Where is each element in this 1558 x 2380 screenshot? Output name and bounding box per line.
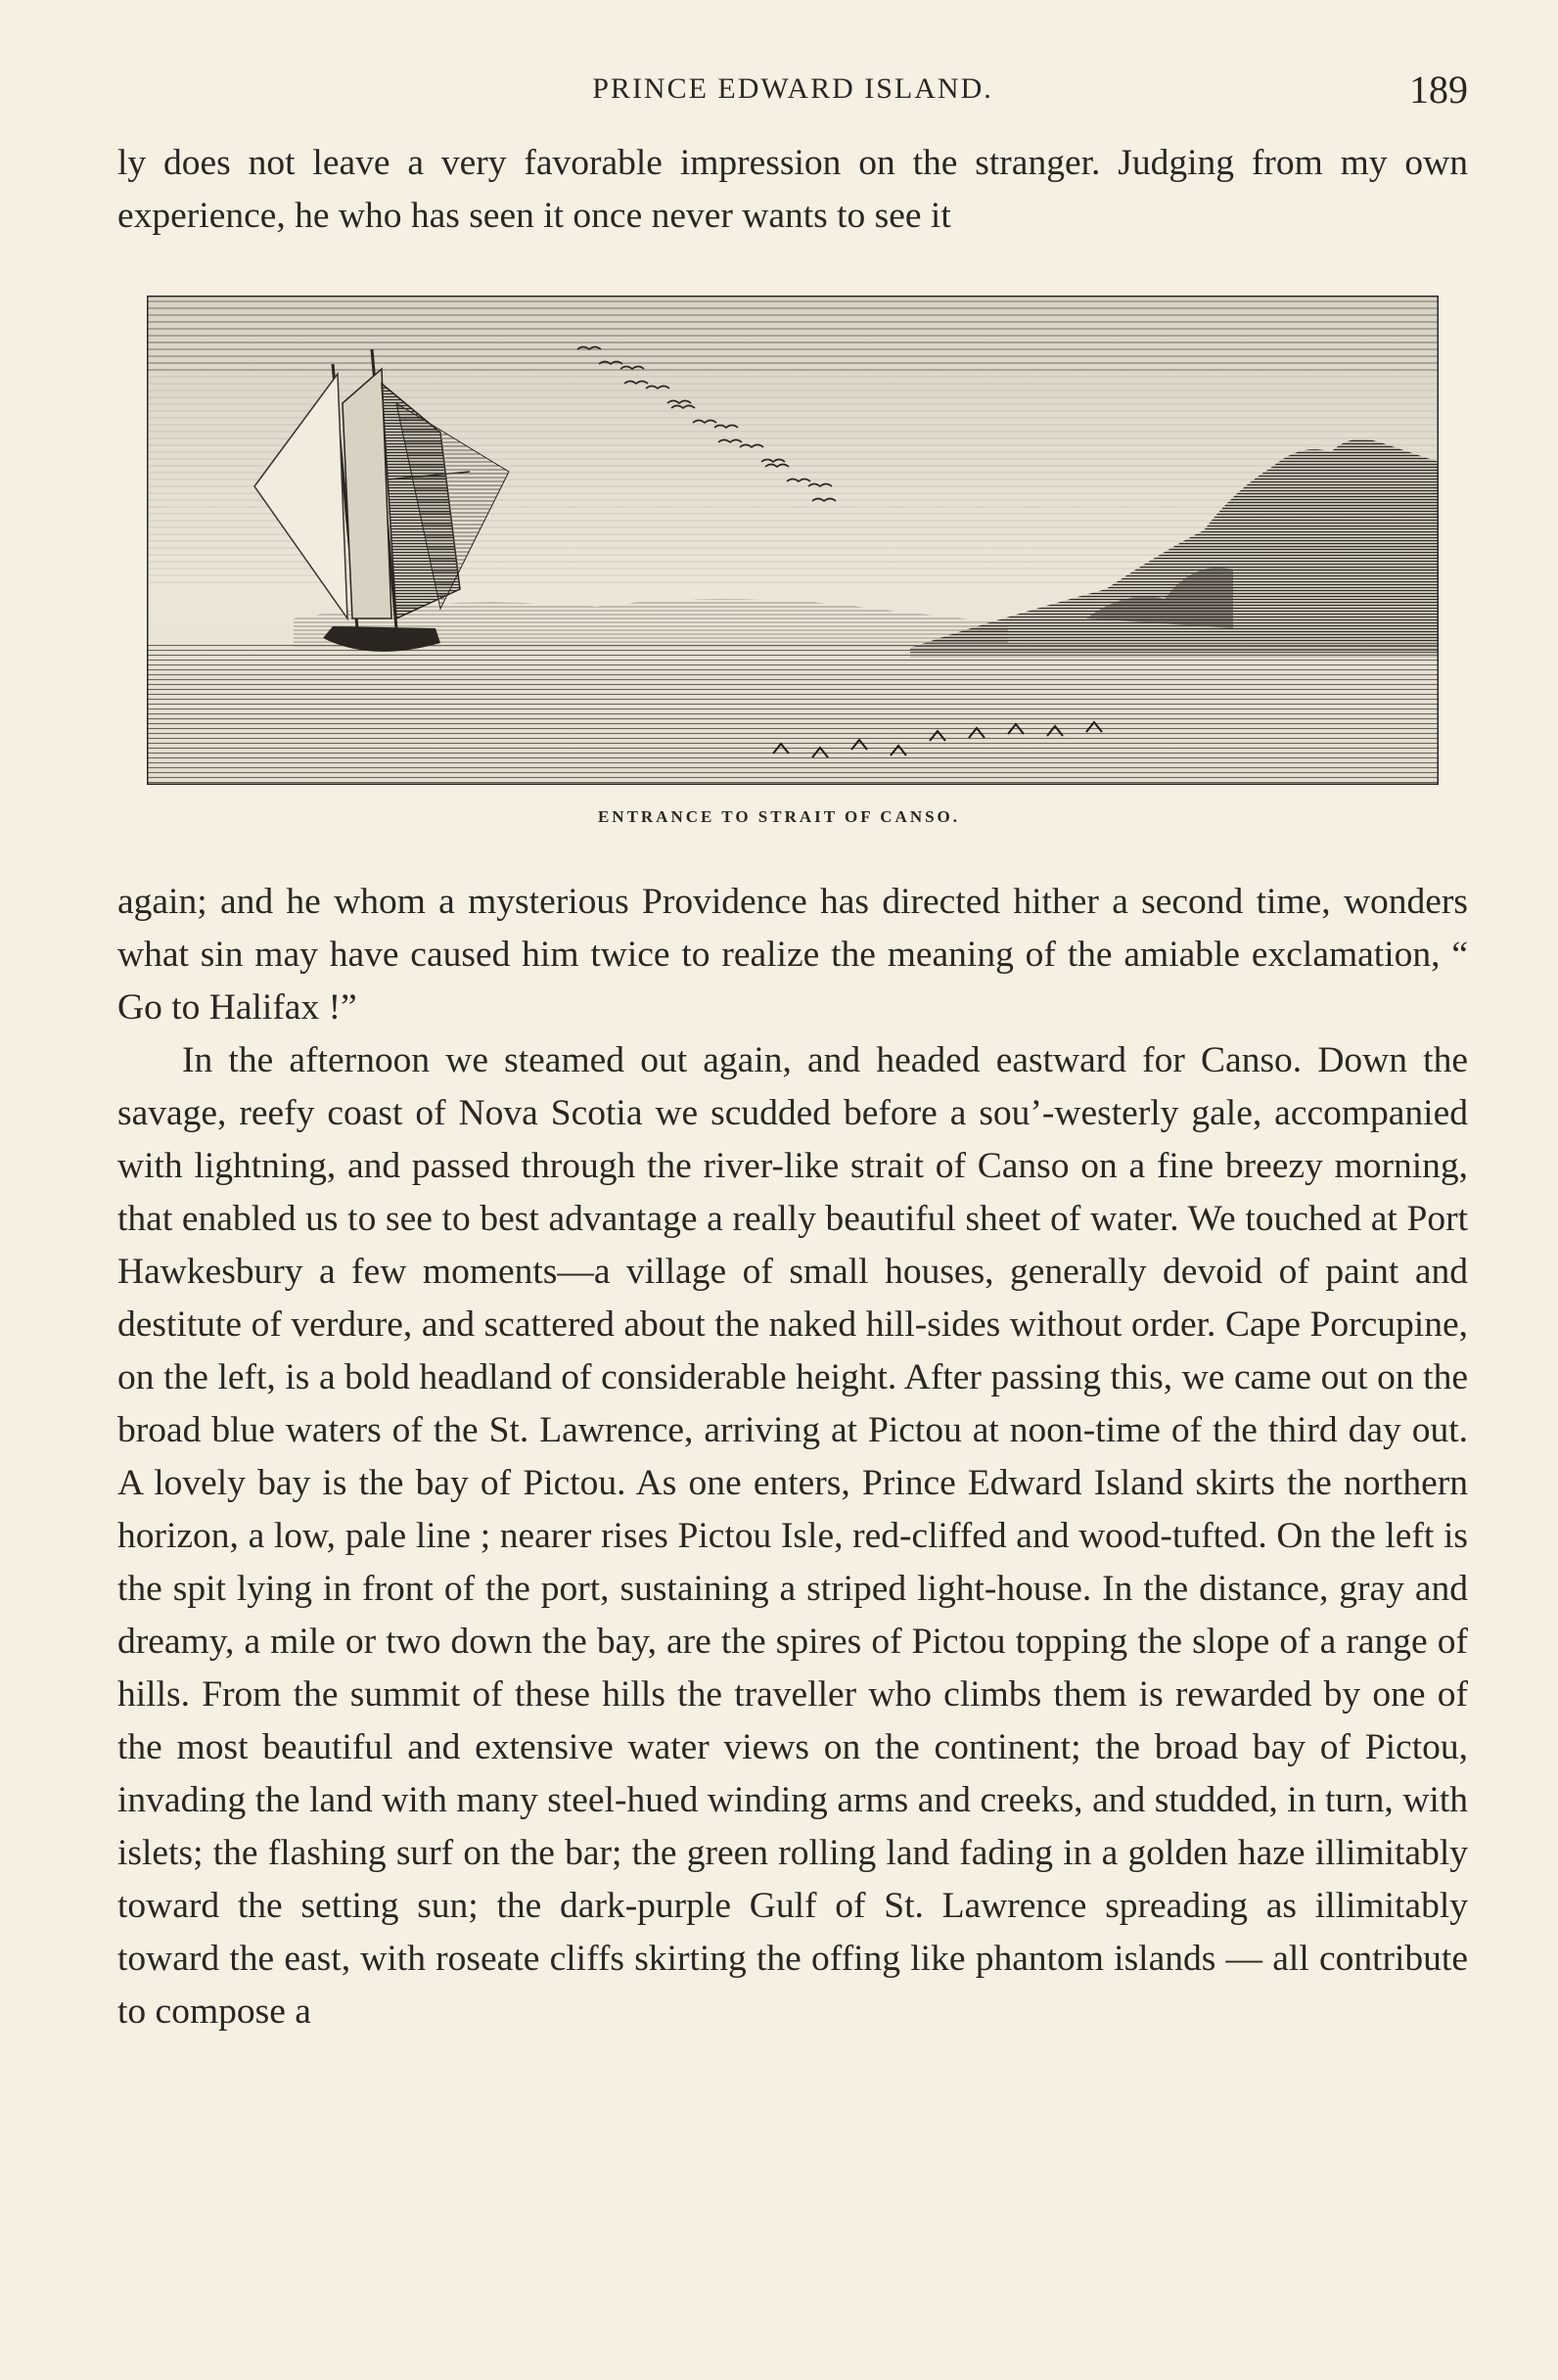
paragraph: again; and he whom a mysterious Providence has directed hither a second time, wonders what sin may have caused him twice to realize the meaning of the amiable exclamation, “ Go to Halifax !” [117,882,1468,1028]
running-title: PRINCE EDWARD ISLAND. [592,72,993,105]
paragraph: In the afternoon we steamed out again, and headed eastward for Canso. Down the savage, reefy coast of Nova Scotia we scudded before a sou’-westerly gale, accompanied with lightning, and passed through the river-like strait of Canso on a fine breezy morning, that enabled us to see to best advantage a really beautiful sheet of water. We touched at Port Hawkesbury a few moments—a village of small houses, generally devoid of paint and destitute of verdure, and scattered about the naked hill-sides without order. Cape Porcupine, on the left, is a bold headland of considerable height. After passing this, we came out on the broad blue waters of the St. Lawrence, arriving at Pictou at noon-time of the third day out. A lovely bay is the bay of Pictou. As one enters, Prince Edward Island skirts the northern horizon, a low, pale line ; nearer rises Pictou Isle, red-cliffed and wood-tufted. On the left is the spit lying in front of the port, sustaining a striped light-house. In the distance, gray and dreamy, a mile or two down the bay, are the spires of Pictou topping the slope of a range of hills. From the summit of these hills the traveller who climbs them is rewarded by one of the most beautiful and extensive water views on the continent; the broad bay of Pictou, invading the land with many steel-hued winding arms and creeks, and studded, in turn, with islets; the flashing surf on the bar; the green rolling land fading in a golden haze illimitably toward the setting sun; the dark-purple Gulf of St. Lawrence spreading as illimitably toward the east, with roseate cliffs skirting the offing like phantom islands — all contribute to compose a [117,1040,1468,2032]
figure-caption: ENTRANCE TO STRAIT OF CANSO. [597,807,961,826]
body-text [117,876,1468,2038]
page-number: 189 [1409,68,1468,112]
engraving-illustration [147,296,1439,785]
top-paragraph [117,137,1468,243]
water-tint [147,643,1439,785]
ship-engraving-image [147,296,1439,785]
running-head [117,67,1468,115]
paragraph-continued: ly does not leave a very favorable impression on the stranger. Judging from my own experience, he who has seen it once never wants to see it [117,143,1468,236]
